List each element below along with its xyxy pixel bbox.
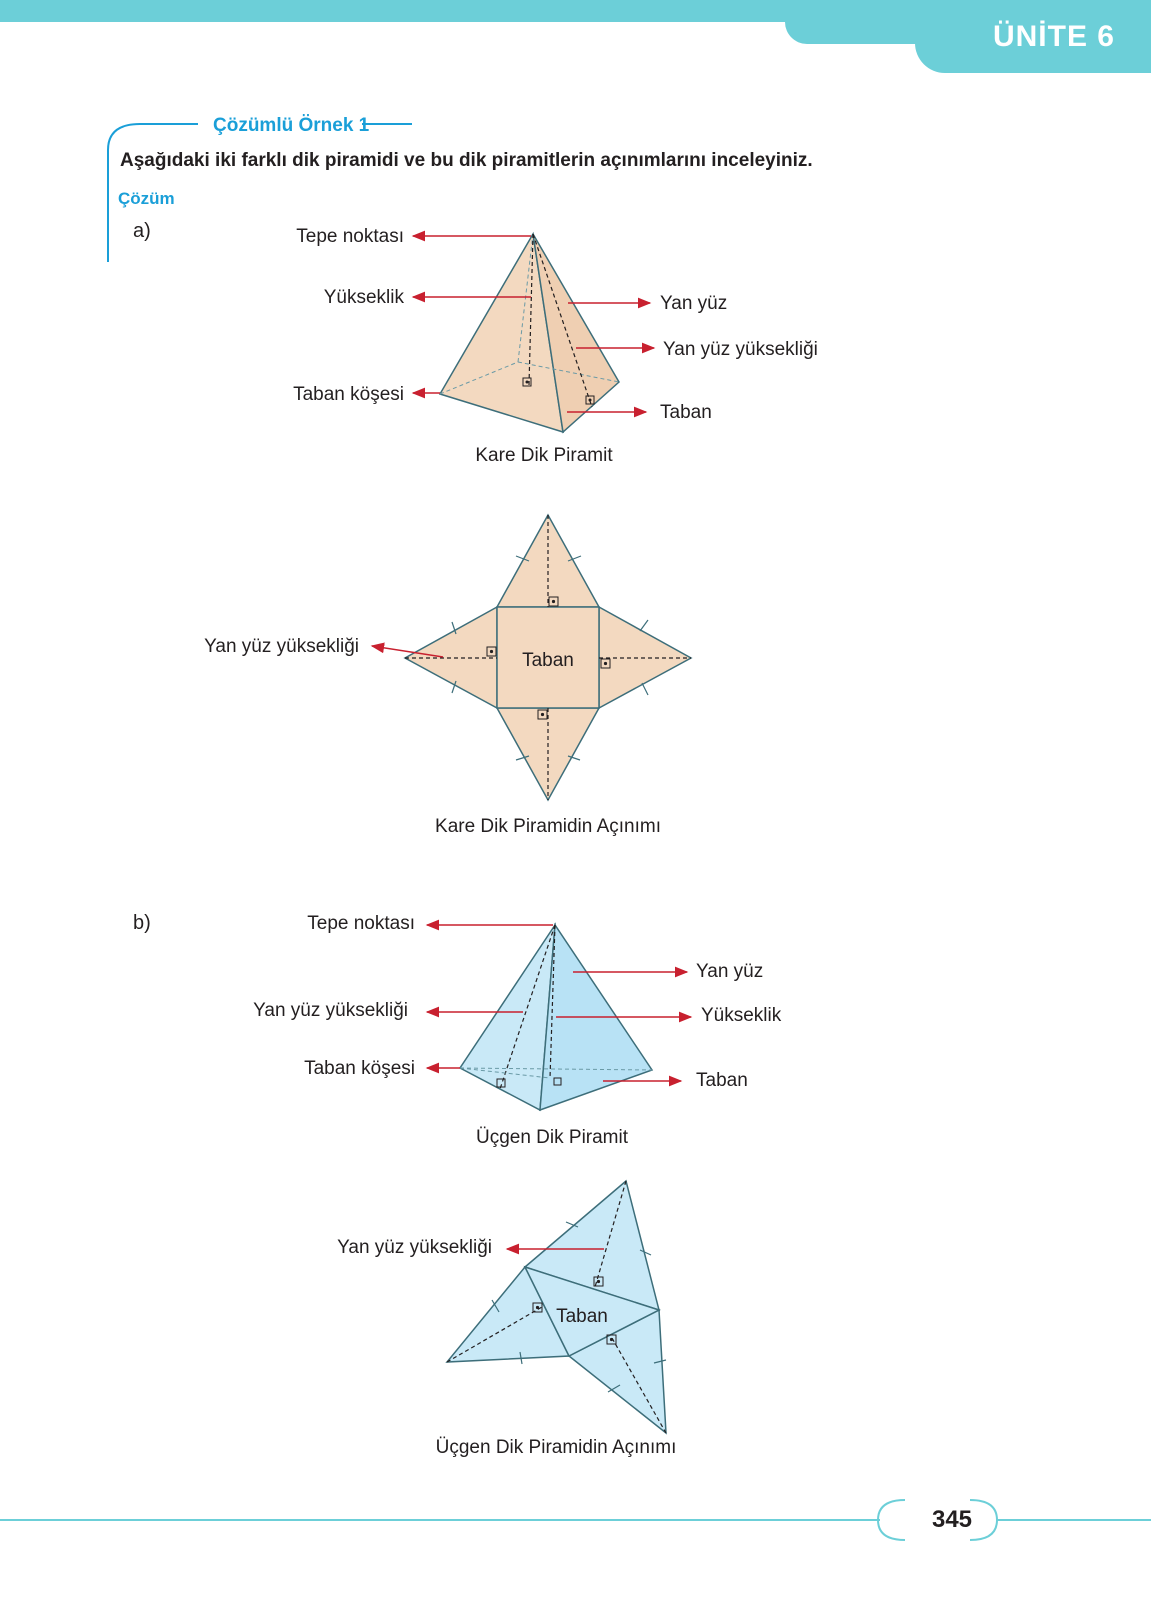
caption-square-net: Kare Dik Piramidin Açınımı <box>435 816 661 837</box>
label-apex-a: Tepe noktası <box>296 226 404 247</box>
label-slant-height-b: Yan yüz yüksekliği <box>253 1000 408 1021</box>
label-height-a: Yükseklik <box>323 287 404 308</box>
part-a-label: a) <box>133 220 151 242</box>
solution-label: Çözüm <box>118 189 175 208</box>
label-slant-height-a: Yan yüz yüksekliği <box>663 339 818 360</box>
label-net-base-b: Taban <box>556 1306 608 1327</box>
unit-label: ÜNİTE 6 <box>992 20 1115 53</box>
caption-triangular-net: Üçgen Dik Piramidin Açınımı <box>435 1437 677 1458</box>
caption-square-pyramid: Kare Dik Piramit <box>475 445 613 466</box>
label-net-slant-height-a: Yan yüz yüksekliği <box>204 636 359 657</box>
page-number: 345 <box>931 1506 973 1533</box>
instruction-text: Aşağıdaki iki farklı dik piramidi ve bu dik piramitlerin açınımlarını inceleyiniz. <box>120 150 813 171</box>
label-net-base-a: Taban <box>522 650 574 671</box>
label-base-b: Taban <box>696 1070 748 1091</box>
label-apex-b: Tepe noktası <box>307 913 415 934</box>
label-lateral-face-a: Yan yüz <box>660 293 728 314</box>
label-net-slant-height-b: Yan yüz yüksekliği <box>337 1237 492 1258</box>
label-height-b: Yükseklik <box>701 1005 782 1026</box>
label-lateral-face-b: Yan yüz <box>696 961 764 982</box>
label-base-vertex-b: Taban köşesi <box>304 1058 415 1079</box>
label-base-vertex-a: Taban köşesi <box>293 384 404 405</box>
caption-triangular-pyramid: Üçgen Dik Piramit <box>475 1127 629 1148</box>
square-pyramid <box>440 234 619 432</box>
part-b-label: b) <box>133 912 151 934</box>
label-base-a: Taban <box>660 402 712 423</box>
example-title: Çözümlü Örnek 1 <box>213 115 370 136</box>
